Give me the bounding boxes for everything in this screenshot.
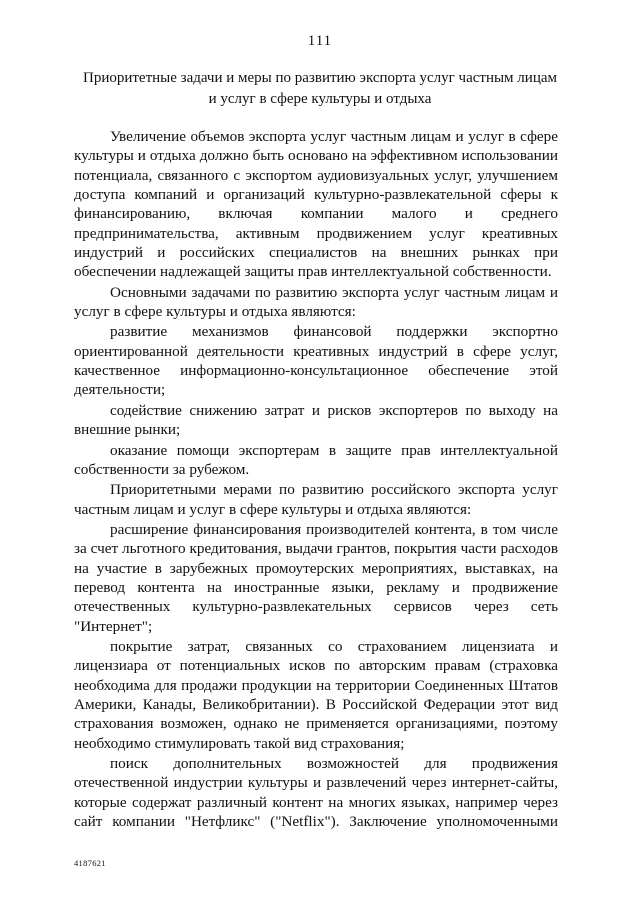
paragraph-measure-item: поиск дополнительных возможностей для продвижения отечественной индустрии культуры и развлечений через интернет-сайты, которые содержат различный контент на многих языках, например через сайт компании "Нетфликс" ("Netflix"). Заключение уполномоченными — [74, 755, 558, 831]
paragraph-task-item: содействие снижению затрат и рисков экспортеров по выходу на внешние рынки; — [74, 401, 558, 439]
paragraph-intro: Увеличение объемов экспорта услуг частным лицам и услуг в сфере культуры и отдыха должно быть основано на эффективном использовании потенциала, связанного с экспортом аудиовизуальных услуг, улучшением доступа компаний и организаций культурно-развлекательной сферы к финансированию, включая компании малого и среднего предпринимательства, активным продвижением услуг креативных индустрий и российских специалистов на внешних рынках при обеспечении надлежащей защиты прав интеллектуальной собственности. — [74, 128, 558, 281]
section-heading-line-2: и услуг в сфере культуры и отдыха — [208, 91, 432, 107]
page-number: 111 — [307, 33, 333, 49]
paragraph-measure-item: расширение финансирования производителей контента, в том числе за счет льготного кредитования, выдачи грантов, покрытия части расходов на участие в зарубежных промоутерских мероприятиях, выставках, на перевод контента на иностранные языки, рекламу и продвижение отечественных культурно-развлекательных сервисов через сеть "Интернет"; — [74, 520, 558, 635]
section-heading-line-1: Приоритетные задачи и меры по развитию экспорта услуг частным лицам — [82, 70, 557, 86]
document-body — [74, 127, 558, 831]
paragraph-measure-item: покрытие затрат, связанных со страхованием лицензиата и лицензиара от потенциальных исков по авторским правам (страховка необходима для продажи продукции на территории Соединенных Штатов Америки, Канады, Великобритании). В Российской Федерации этот вид страхования возможен, однако не применяется организациями, поэтому необходимо стимулировать такой вид страхования; — [74, 637, 558, 752]
paragraph-measures-intro: Приоритетными мерами по развитию российского экспорта услуг частным лицам и услуг в сфере культуры и отдыха являются: — [74, 481, 558, 518]
paragraph-task-item: развитие механизмов финансовой поддержки экспортно ориентированной деятельности креативных индустрий в сфере услуг, качественное информационно-консультационное обеспечение этой деятельности; — [74, 323, 558, 399]
paragraph-task-item: оказание помощи экспортерам в защите прав интеллектуальной собственности за рубежом. — [74, 441, 558, 478]
document-id: 4187621 — [74, 858, 106, 868]
paragraph-tasks-intro: Основными задачами по развитию экспорта услуг частным лицам и услуг в сфере культуры и отдыха являются: — [74, 283, 558, 321]
section-heading — [60, 68, 580, 110]
